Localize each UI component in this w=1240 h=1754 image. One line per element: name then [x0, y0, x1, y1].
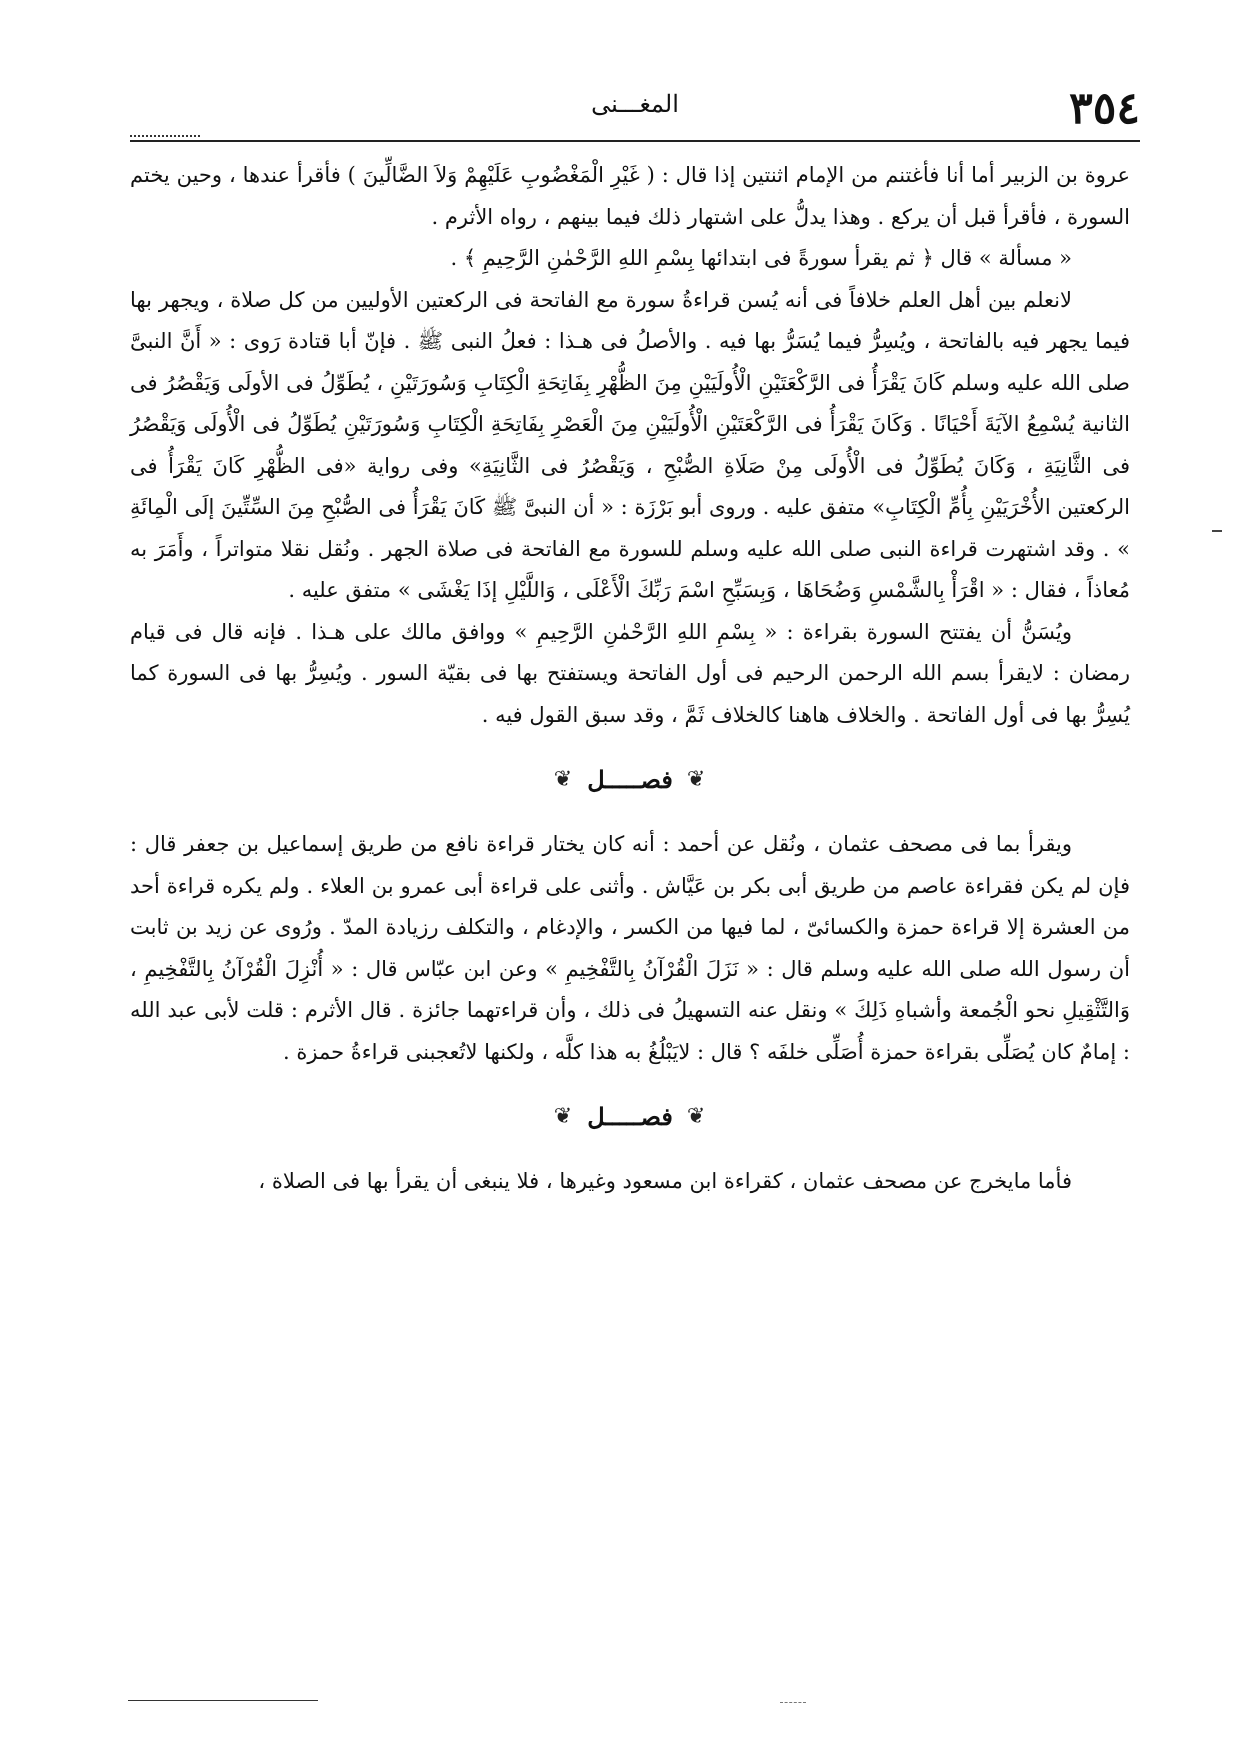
- footnote-rule: [128, 1700, 318, 1701]
- ornament-icon: ❦: [686, 1104, 707, 1129]
- ornament-icon: ❦: [686, 767, 707, 792]
- ornament-icon: ❦: [553, 1104, 574, 1129]
- section-heading-label: فصـــــل: [587, 1102, 673, 1131]
- ornament-icon: ❦: [553, 767, 574, 792]
- section-heading: [130, 760, 1130, 800]
- section-heading-label: فصـــــل: [587, 765, 673, 794]
- paragraph: فأما مايخرج عن مصحف عثمان ، كقراءة ابن مسعود وغيرها ، فلا ينبغى أن يقرأ بها فى الصلاة ،: [258, 1169, 1072, 1193]
- margin-mark: [1212, 530, 1222, 532]
- bottom-mark: [780, 1702, 806, 1703]
- paragraph: لانعلم بين أهل العلم خلافاً فى أنه يُسن قراءةُ سورة مع الفاتحة فى الركعتين الأوليين من كل صلاة ، ويجهر بها فيما يجهر فيه بالفاتحة ، ويُسِرُّ فيما يُسَرُّ بها فيه . والأصلُ فى هـذا : فعلُ النبى ﷺ . فإنّ أبا قتادة رَوى : « أَنَّ النبىَّ صلى الله عليه وسلم كَانَ يَقْرَأُ فى الرَّكْعَتَيْنِ الْأُولَيَيْنِ مِنَ الظُّهْرِ بِفَاتِحَةِ الْكِتَابِ وَسُورَتَيْنِ ، يُطَوِّلُ فى الأولَى وَيَقْصُرُ فى الثانية يُسْمِعُ الآيَةَ أَحْيَانًا . وَكَانَ يَقْرَأُ فى الرَّكْعَتَيْنِ الْأُولَيَيْنِ مِنَ الْعَصْرِ بِفَاتِحَةِ الْكِتَابِ وَسُورَتَيْنِ يُطَوِّلُ فى الْأُولَى وَيَقْصُرُ فى الثَّانِيَةِ ، وَكَانَ يُطَوِّلُ فى الْأُولَى مِنْ صَلَاةِ الصُّبْحِ ، وَيَقْصُرُ فى الثَّانِيَةِ» وفى رواية «فى الظُّهْرِ كَانَ يَقْرَأُ فى الركعتين الأُخْرَيَيْنِ بِأُمِّ الْكِتَابِ» متفق عليه . وروى أبو بَرْزَة : « أن النبىَّ ﷺ كَانَ يَقْرَأُ فى الصُّبْحِ مِنَ السِّتِّينَ إلَى الْمِائَةِ » . وقد اشتهرت قراءة النبى صلى الله عليه وسلم للسورة مع الفاتحة فى صلاة الجهر . ونُقل نقلا متواتراً ، وأَمَرَ به مُعاذاً ، فقال : « اقْرَأْ بِالشَّمْسِ وَضُحَاهَا ، وَبِسَبِّحِ اسْمَ رَبِّكَ الْأَعْلَى ، وَاللَّيْلِ إذَا يَغْشَى » متفق عليه .: [130, 287, 1130, 602]
- paragraph: ويقرأ بما فى مصحف عثمان ، ونُقل عن أحمد : أنه كان يختار قراءة نافع من طريق إسماعيل بن جعفر قال : فإن لم يكن فقراءة عاصم من طريق أبى بكر بن عَيَّاش . وأثنى على قراءة أبى عمرو بن العلاء . ولم يكره قراءة أحد من العشرة إلا قراءة حمزة والكسائىّ ، لما فيها من الكسر ، والإدغام ، والتكلف رزيادة المدّ . ورُوى عن زيد بن ثابت أن رسول الله صلى الله عليه وسلم قال : « نَزَلَ الْقُرْآنُ بِالتَّفْخِيمِ » وعن ابن عبّاس قال : « أُنْزِلَ الْقُرْآنُ بِالتَّفْخِيمِ ، وَالتَّثْقِيلِ نحو الْجُمعة وأشباهِ ذَلِكَ » ونقل عنه التسهيلُ فى ذلك ، وأن قراءتهما جائزة . قال الأثرم : قلت لأبى عبد الله : إمامٌ كان يُصَلِّى بقراءة حمزة أُصَلِّى خلفَه ؟ قال : لايَبْلُغُ به هذا كلَّه ، ولكنها لاتُعجبنى قراءةُ حمزة .: [130, 832, 1130, 1064]
- page-number: ٣٥٤: [1069, 83, 1140, 134]
- main-text: [130, 155, 1130, 1203]
- paragraph-masala: « مسألة » قال ﴿ ثم يقرأ سورةً فى ابتدائها بِسْمِ اللهِ الرَّحْمٰنِ الرَّحِيمِ ﴾ .: [450, 246, 1072, 270]
- page-header: [130, 80, 1140, 138]
- section-heading: [130, 1097, 1130, 1137]
- paragraph: ويُسَنُّ أن يفتتح السورة بقراءة : « بِسْمِ اللهِ الرَّحْمٰنِ الرَّحِيمِ » ووافق مالك على هـذا . فإنه قال فى قيام رمضان : لايقرأ بسم الله الرحمن الرحيم فى أول الفاتحة ويستفتح بها فى بقيّة السور . ويُسِرُّ بها فى السورة كما يُسِرُّ بها فى أول الفاتحة . والخلاف هاهنا كالخلاف ثَمَّ ، وقد سبق القول فيه .: [130, 619, 1130, 727]
- paragraph: عروة بن الزبير أما أنا فأغتنم من الإمام اثنتين إذا قال : ( غَيْرِ الْمَغْضُوبِ عَلَيْهِمْ وَلاَ الضَّالِّينَ ) فأقرأ عندها ، وحين يختم السورة ، فأقرأ قبل أن يركع . وهذا يدلُّ على اشتهار ذلك فيما بينهم ، رواه الأثرم .: [130, 163, 1130, 229]
- header-rule-ornament: [130, 135, 200, 137]
- header-rule: [130, 140, 1140, 142]
- running-title: المغـــنى: [591, 90, 679, 118]
